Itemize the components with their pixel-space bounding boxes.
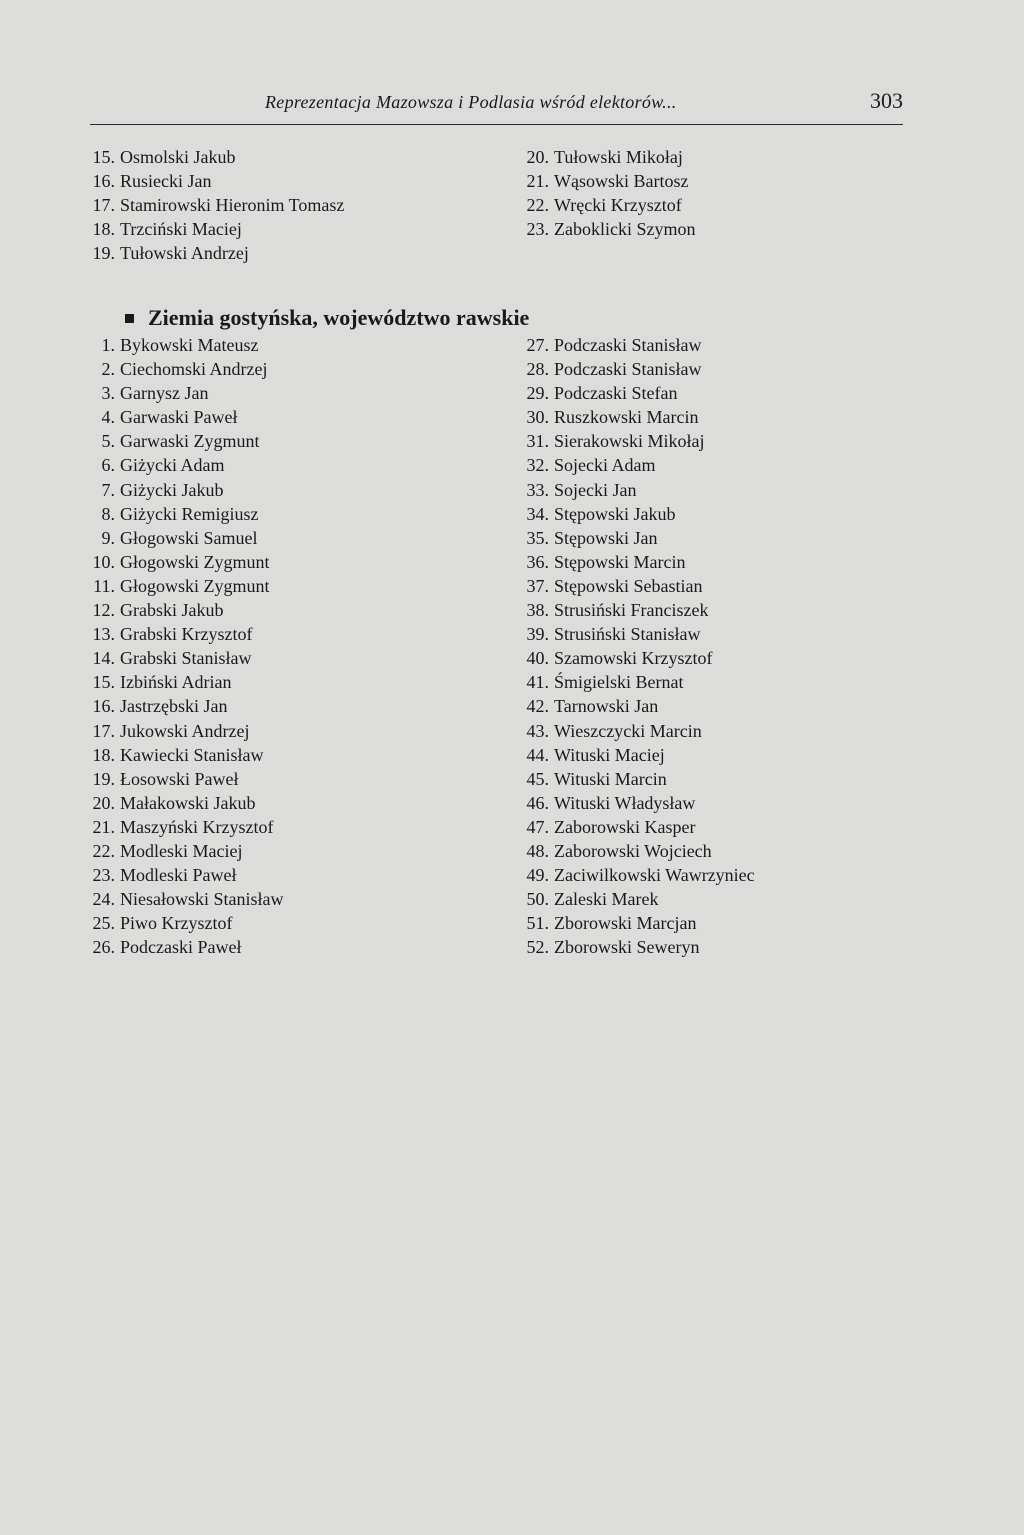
item-name: Grabski Krzysztof (120, 624, 253, 645)
item-number: 49. (526, 865, 549, 886)
item-name: Garwaski Paweł (120, 407, 238, 428)
item-name: Wituski Władysław (554, 792, 696, 813)
item-name: Giżycki Adam (120, 455, 225, 476)
item-name: Zborowski Marcjan (554, 913, 697, 934)
item-name: Łosowski Paweł (120, 768, 239, 789)
item-number: 8. (101, 503, 115, 524)
list-item (520, 694, 755, 718)
section-heading-text: Ziemia gostyńska, województwo rawskie (148, 305, 530, 330)
item-number: 12. (92, 600, 115, 621)
list-item (520, 719, 755, 743)
list-item (520, 574, 755, 598)
item-name: Giżycki Remigiusz (120, 503, 259, 524)
list-item (86, 622, 284, 646)
item-number: 52. (526, 937, 549, 958)
item-name: Stępowski Marcin (554, 551, 686, 572)
list-item (520, 526, 755, 550)
item-number: 16. (92, 171, 115, 192)
item-number: 22. (92, 840, 115, 861)
item-number: 25. (92, 913, 115, 934)
item-number: 44. (526, 744, 549, 765)
top-right-column (520, 145, 695, 241)
item-name: Modleski Paweł (120, 865, 237, 886)
item-number: 15. (92, 672, 115, 693)
list-item (86, 241, 344, 265)
item-name: Zaborowski Kasper (554, 816, 696, 837)
list-item (520, 767, 755, 791)
item-number: 51. (526, 913, 549, 934)
item-number: 39. (526, 624, 549, 645)
section-heading (125, 305, 529, 331)
list-item (520, 839, 755, 863)
item-name: Rusiecki Jan (120, 171, 212, 192)
item-name: Garnysz Jan (120, 383, 209, 404)
item-number: 27. (526, 335, 549, 355)
item-name: Podczaski Paweł (120, 937, 242, 958)
item-number: 22. (526, 195, 549, 216)
item-number: 4. (101, 407, 115, 428)
item-number: 2. (101, 359, 115, 380)
item-name: Wituski Marcin (554, 768, 667, 789)
list-item (86, 169, 344, 193)
list-item (520, 217, 695, 241)
item-name: Trzciński Maciej (120, 219, 242, 240)
item-name: Stępowski Sebastian (554, 575, 703, 596)
item-number: 13. (92, 624, 115, 645)
item-name: Zborowski Seweryn (554, 937, 700, 958)
item-number: 23. (92, 865, 115, 886)
section-right-column (520, 333, 755, 959)
item-name: Podczaski Stanisław (554, 359, 702, 380)
item-name: Sojecki Adam (554, 455, 656, 476)
item-number: 11. (93, 575, 115, 596)
item-name: Podczaski Stefan (554, 383, 678, 404)
list-item (86, 453, 284, 477)
item-number: 19. (92, 243, 115, 264)
list-item (86, 145, 344, 169)
list-item (86, 526, 284, 550)
item-name: Zaborowski Wojciech (554, 840, 712, 861)
list-item (520, 405, 755, 429)
list-item (520, 791, 755, 815)
list-item (520, 193, 695, 217)
item-number: 23. (526, 219, 549, 240)
item-name: Kawiecki Stanisław (120, 744, 264, 765)
item-name: Śmigielski Bernat (554, 672, 684, 693)
list-item (520, 646, 755, 670)
item-number: 36. (526, 551, 549, 572)
list-item (86, 574, 284, 598)
item-name: Szamowski Krzysztof (554, 648, 713, 669)
top-left-column (86, 145, 344, 265)
bullet-icon (125, 314, 134, 323)
item-number: 24. (92, 889, 115, 910)
list-item (86, 911, 284, 935)
item-number: 5. (101, 431, 115, 452)
list-item (86, 550, 284, 574)
item-name: Tułowski Andrzej (120, 243, 249, 264)
item-name: Bykowski Mateusz (120, 335, 259, 355)
list-item (520, 743, 755, 767)
item-name: Grabski Jakub (120, 600, 224, 621)
item-name: Piwo Krzysztof (120, 913, 233, 934)
list-item (520, 815, 755, 839)
item-number: 38. (526, 600, 549, 621)
item-name: Grabski Stanisław (120, 648, 252, 669)
list-item (86, 863, 284, 887)
item-name: Jukowski Andrzej (120, 720, 250, 741)
item-number: 18. (92, 219, 115, 240)
item-number: 16. (92, 696, 115, 717)
list-item (86, 743, 284, 767)
list-item (86, 815, 284, 839)
list-item (520, 429, 755, 453)
list-item (520, 145, 695, 169)
item-name: Modleski Maciej (120, 840, 243, 861)
list-item (520, 911, 755, 935)
item-number: 28. (526, 359, 549, 380)
item-number: 40. (526, 648, 549, 669)
list-item (520, 333, 755, 357)
item-name: Zaleski Marek (554, 889, 659, 910)
list-item (86, 598, 284, 622)
list-item (520, 887, 755, 911)
list-item (520, 478, 755, 502)
list-item (520, 502, 755, 526)
item-name: Wręcki Krzysztof (554, 195, 682, 216)
item-name: Stępowski Jan (554, 527, 658, 548)
item-number: 41. (526, 672, 549, 693)
item-number: 20. (92, 792, 115, 813)
item-number: 17. (92, 720, 115, 741)
list-item (86, 357, 284, 381)
item-name: Ruszkowski Marcin (554, 407, 699, 428)
list-item (520, 670, 755, 694)
item-number: 43. (526, 720, 549, 741)
item-number: 32. (526, 455, 549, 476)
item-name: Osmolski Jakub (120, 147, 236, 167)
item-name: Garwaski Zygmunt (120, 431, 260, 452)
item-name: Stamirowski Hieronim Tomasz (120, 195, 345, 216)
item-name: Tułowski Mikołaj (554, 147, 683, 167)
item-number: 48. (526, 840, 549, 861)
item-number: 17. (92, 195, 115, 216)
list-item (86, 217, 344, 241)
list-item (86, 646, 284, 670)
list-item (86, 193, 344, 217)
item-number: 29. (526, 383, 549, 404)
item-number: 33. (526, 479, 549, 500)
item-number: 50. (526, 889, 549, 910)
item-number: 42. (526, 696, 549, 717)
list-item (86, 478, 284, 502)
list-item (520, 453, 755, 477)
item-number: 21. (526, 171, 549, 192)
item-number: 19. (92, 768, 115, 789)
item-name: Izbiński Adrian (120, 672, 232, 693)
list-item (86, 670, 284, 694)
item-number: 15. (92, 147, 115, 167)
item-number: 47. (526, 816, 549, 837)
list-item (86, 333, 284, 357)
item-name: Stępowski Jakub (554, 503, 676, 524)
item-number: 46. (526, 792, 549, 813)
running-title: Reprezentacja Mazowsza i Podlasia wśród elektorów... (265, 92, 677, 112)
list-item (86, 791, 284, 815)
item-name: Podczaski Stanisław (554, 335, 702, 355)
list-item (520, 863, 755, 887)
list-item (86, 887, 284, 911)
item-number: 34. (526, 503, 549, 524)
item-name: Strusiński Franciszek (554, 600, 709, 621)
list-item (86, 839, 284, 863)
list-item (520, 622, 755, 646)
item-name: Giżycki Jakub (120, 479, 224, 500)
page-header (90, 88, 903, 125)
list-item (86, 429, 284, 453)
item-number: 30. (526, 407, 549, 428)
item-number: 35. (526, 527, 549, 548)
list-item (86, 767, 284, 791)
list-item (86, 502, 284, 526)
item-name: Wituski Maciej (554, 744, 665, 765)
section-left-column (86, 333, 284, 959)
list-item (86, 405, 284, 429)
item-number: 9. (101, 527, 115, 548)
item-name: Sierakowski Mikołaj (554, 431, 705, 452)
list-item (520, 169, 695, 193)
list-item (86, 381, 284, 405)
item-name: Strusiński Stanisław (554, 624, 701, 645)
item-number: 7. (101, 479, 115, 500)
item-name: Tarnowski Jan (554, 696, 659, 717)
item-name: Głogowski Samuel (120, 527, 258, 548)
list-item (520, 598, 755, 622)
item-number: 3. (101, 383, 115, 404)
item-number: 26. (92, 937, 115, 958)
item-number: 6. (101, 455, 115, 476)
item-number: 37. (526, 575, 549, 596)
list-item (86, 694, 284, 718)
list-item (520, 550, 755, 574)
item-name: Zaboklicki Szymon (554, 219, 696, 240)
list-item (86, 719, 284, 743)
item-number: 18. (92, 744, 115, 765)
list-item (520, 357, 755, 381)
item-number: 20. (526, 147, 549, 167)
list-item (520, 935, 755, 959)
item-name: Wąsowski Bartosz (554, 171, 689, 192)
page-number: 303 (870, 88, 903, 113)
item-name: Ciechomski Andrzej (120, 359, 268, 380)
item-number: 45. (526, 768, 549, 789)
item-name: Wieszczycki Marcin (554, 720, 702, 741)
item-name: Sojecki Jan (554, 479, 637, 500)
item-number: 1. (101, 335, 115, 355)
item-name: Zaciwilkowski Wawrzyniec (554, 865, 755, 886)
item-number: 14. (92, 648, 115, 669)
item-number: 31. (526, 431, 549, 452)
item-name: Niesałowski Stanisław (120, 889, 284, 910)
item-name: Maszyński Krzysztof (120, 816, 274, 837)
list-item (86, 935, 284, 959)
item-name: Głogowski Zygmunt (120, 551, 270, 572)
item-number: 10. (92, 551, 115, 572)
list-item (520, 381, 755, 405)
item-name: Małakowski Jakub (120, 792, 256, 813)
item-name: Jastrzębski Jan (120, 696, 228, 717)
item-number: 21. (92, 816, 115, 837)
item-name: Głogowski Zygmunt (120, 575, 270, 596)
